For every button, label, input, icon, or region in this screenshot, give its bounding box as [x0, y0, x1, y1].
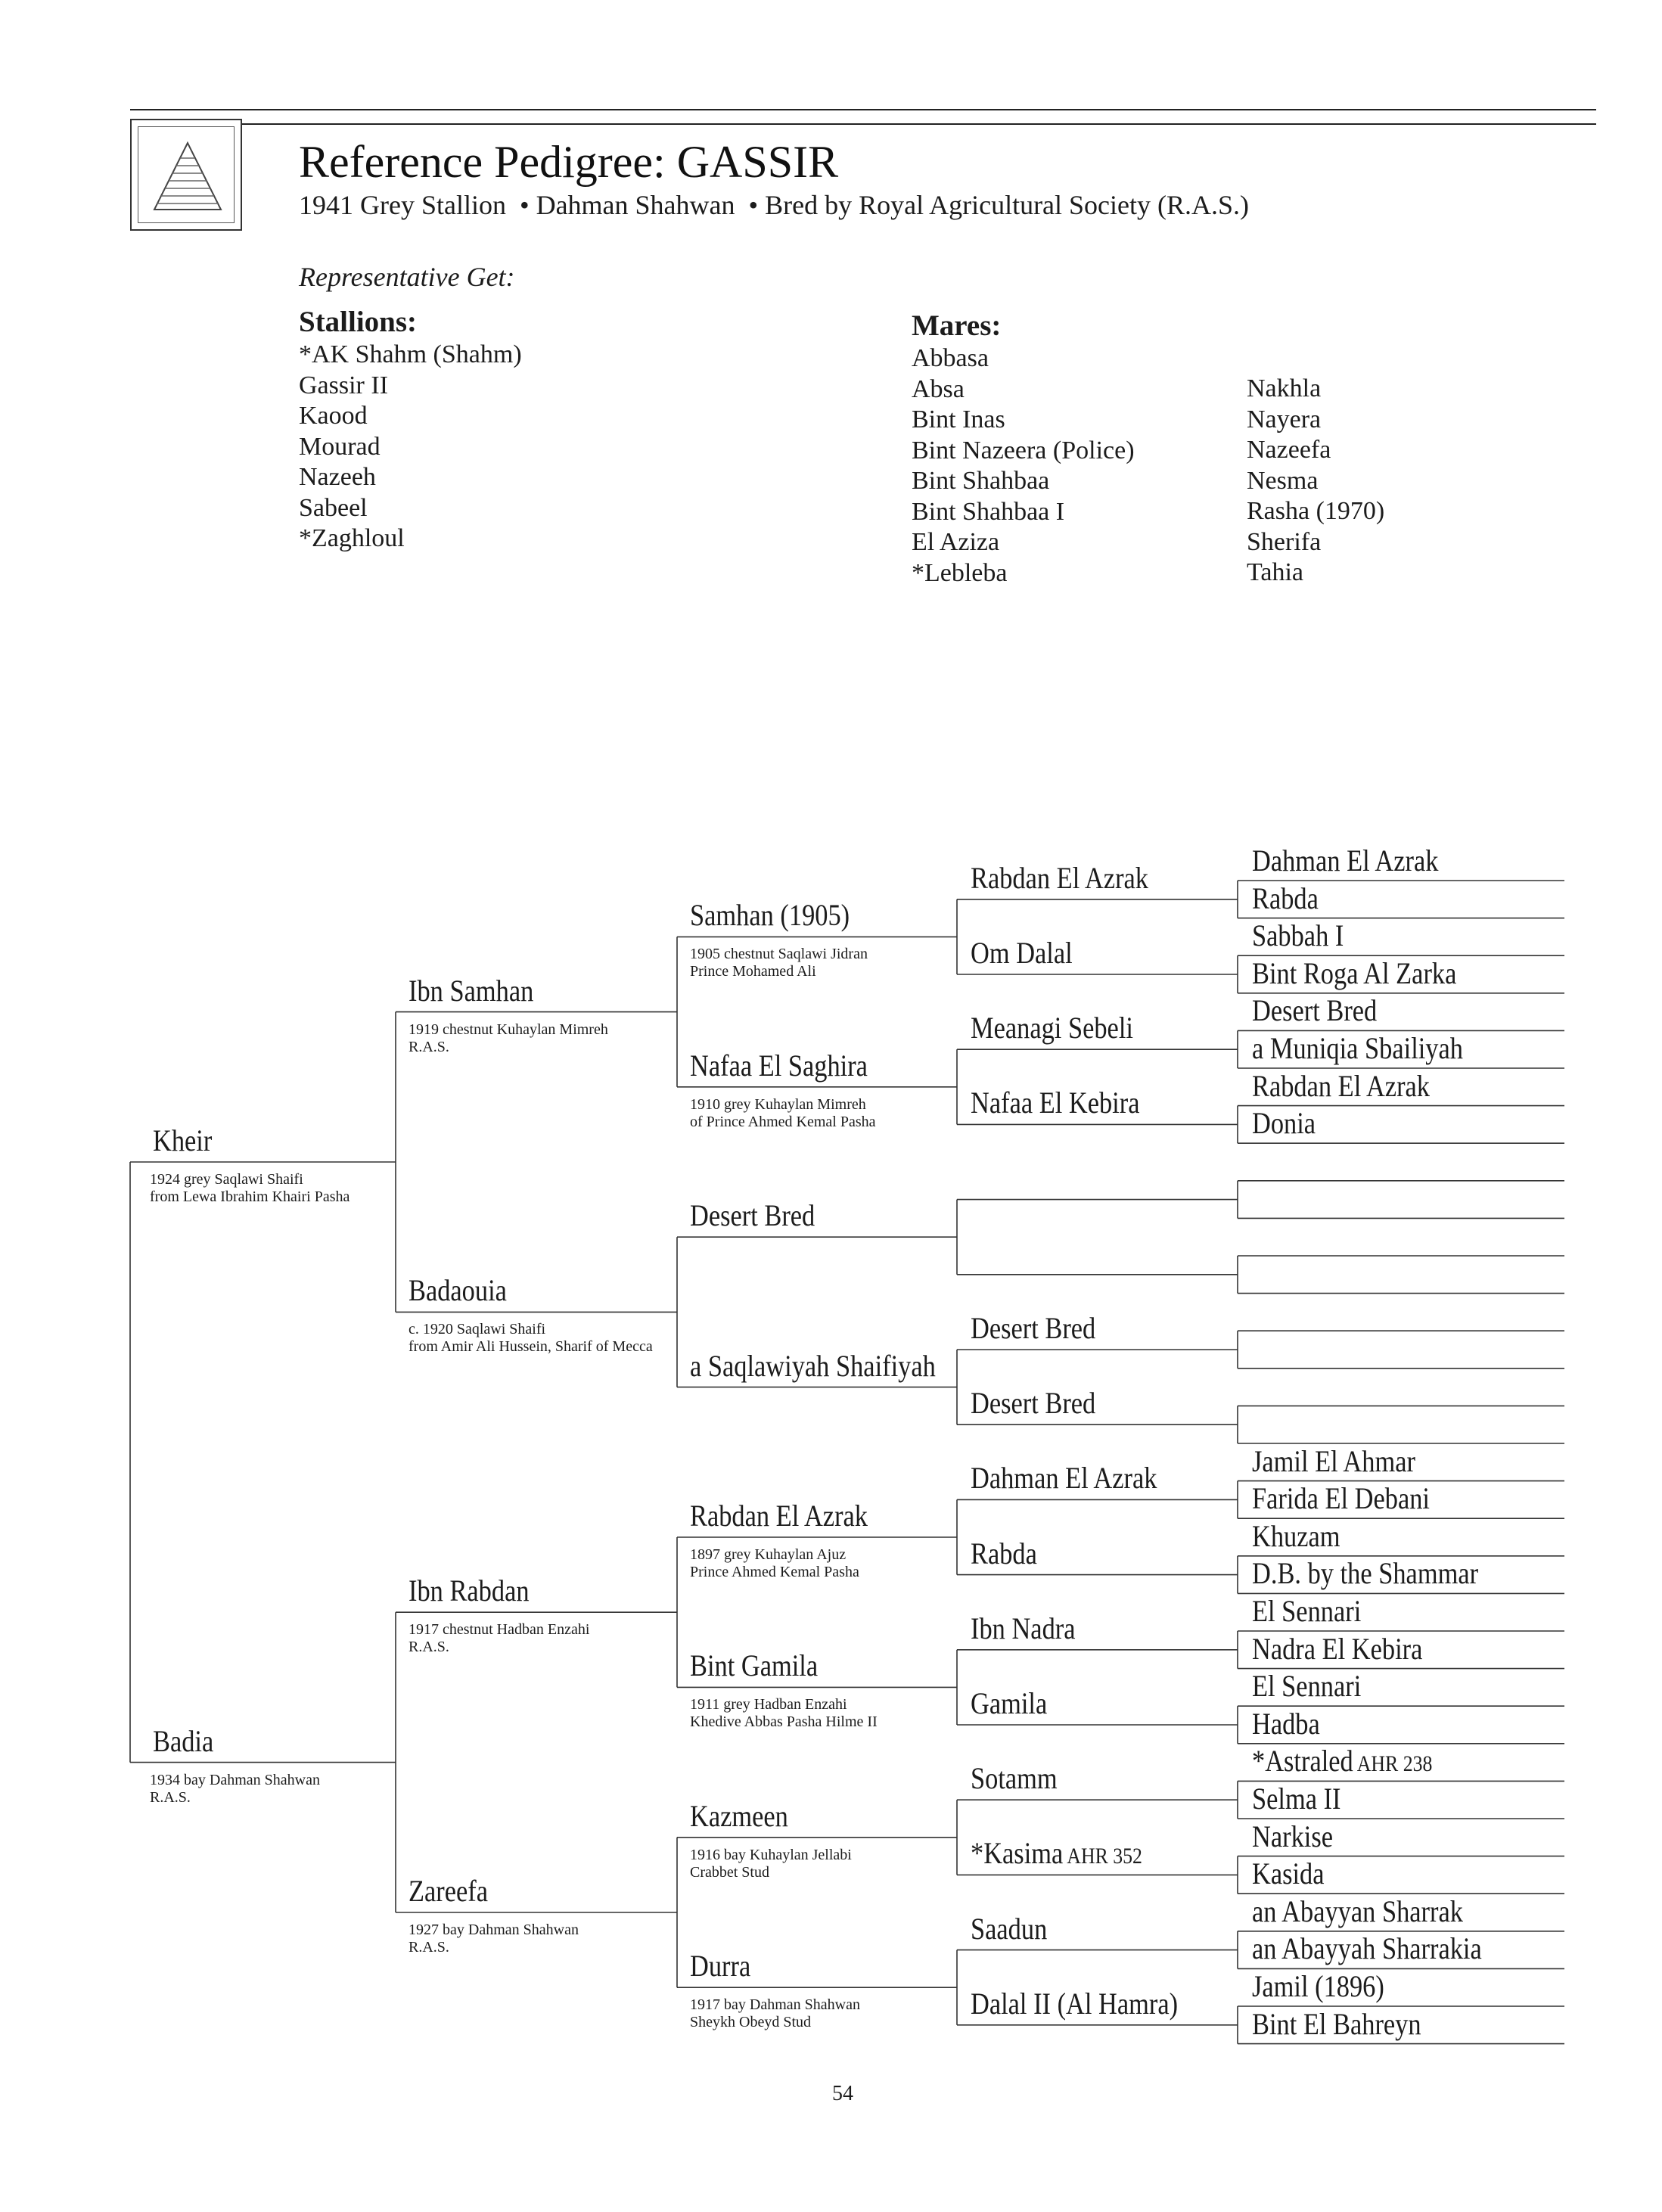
gen4-horse-name [971, 1085, 1139, 1121]
sire-name: Kheir [153, 1123, 213, 1157]
gen3-horse-info-line: Prince Ahmed Kemal Pasha [690, 1564, 859, 1580]
gen2-horse-info-line: R.A.S. [409, 1939, 449, 1956]
gen3-horse-name: Nafaa El Saghira [690, 1048, 868, 1083]
gen5-horse-name [1252, 2006, 1421, 2043]
gen5-horse-name [1252, 1068, 1430, 1104]
gen5-name-text: *Astraled [1252, 1744, 1353, 1779]
mare-list-item: Nayera [1247, 405, 1322, 433]
gen4-name-text: Sotamm [971, 1761, 1058, 1796]
gen4-name-text: Saadun [971, 1911, 1048, 1946]
gen5-horse-name [1252, 1743, 1432, 1779]
gen5-horse-name [1252, 1593, 1361, 1629]
gen3-horse-info-line: Sheykh Obeyd Stud [690, 2014, 811, 2031]
gen4-name-text: Gamila [971, 1686, 1048, 1720]
gen4-registry-number: AHR 352 [1063, 1844, 1142, 1869]
page-number: 54 [832, 2082, 853, 2105]
gen3-horse-name: Durra [690, 1949, 751, 1984]
gen4-horse-name [971, 1010, 1133, 1046]
dam-info-line: R.A.S. [150, 1788, 191, 1806]
gen4-name-text: Desert Bred [971, 1311, 1096, 1345]
gen5-name-text: Bint El Bahreyn [1252, 2006, 1421, 2041]
gen2-horse-name: Ibn Rabdan [409, 1574, 530, 1608]
gen5-horse-name [1252, 1030, 1463, 1067]
stallion-list-item: Gassir II [299, 371, 389, 399]
gen3-horse-info [690, 946, 868, 980]
mare-list-item: El Aziza [912, 528, 1000, 556]
gen4-horse-name [971, 1310, 1095, 1347]
gen5-horse-name [1252, 1480, 1430, 1517]
gen4-horse-name [971, 860, 1148, 896]
gen5-name-text: Donia [1252, 1106, 1316, 1141]
mare-list-item: Absa [912, 374, 965, 403]
gen4-horse-name [971, 1385, 1095, 1421]
mare-list-item: Bint Nazeera (Police) [912, 436, 1135, 464]
gen5-name-text: an Abayyah Sharrakia [1252, 1931, 1482, 1966]
gen4-horse-name [971, 1911, 1047, 1947]
gen3-horse-info [690, 1996, 860, 2031]
mare-list-item: Bint Shahbaa I [912, 497, 1065, 526]
gen4-horse-name [971, 1460, 1157, 1496]
gen4-horse-name [971, 1760, 1058, 1797]
mare-list-item: Sherifa [1247, 527, 1322, 556]
gen5-name-text: an Abayyan Sharrak [1252, 1894, 1463, 1928]
mare-list-item: Bint Shahbaa [912, 467, 1050, 495]
gen4-horse-name [971, 1685, 1047, 1722]
gen2-horse-name: Badaouia [409, 1273, 507, 1308]
stallions-label: Stallions: [299, 306, 418, 338]
gen4-horse-name [971, 935, 1073, 971]
gen2-horse-info [409, 1021, 608, 1056]
gen5-name-text: Sabbah I [1252, 918, 1344, 953]
gen2-horse-info-line: R.A.S. [409, 1639, 449, 1656]
gen2-horse-info-line: 1919 chestnut Kuhaylan Mimreh [409, 1021, 608, 1038]
dam-info [150, 1772, 320, 1807]
stallion-list-item: Mourad [299, 432, 381, 461]
sire-info [150, 1171, 349, 1206]
gen5-horse-name [1252, 993, 1377, 1029]
gen5-name-text: Jamil El Ahmar [1252, 1443, 1415, 1478]
gen3-horse-name: Kazmeen [690, 1798, 788, 1833]
gen3-horse-info-line: 1916 bay Kuhaylan Jellabi [690, 1846, 852, 1863]
gen5-name-text: Jamil (1896) [1252, 1969, 1384, 2003]
gen5-registry-number: AHR 238 [1353, 1751, 1433, 1777]
gen2-horse-info-line: from Amir Ali Hussein, Sharif of Mecca [409, 1338, 653, 1356]
gen3-horse-info-line: 1905 chestnut Saqlawi Jidran [690, 946, 868, 963]
mare-list-item: Tahia [1247, 558, 1304, 586]
gen4-name-text: Dahman El Azrak [971, 1461, 1157, 1496]
gen5-name-text: Selma II [1252, 1782, 1341, 1816]
dam-info-line: 1934 bay Dahman Shahwan [150, 1771, 320, 1788]
gen5-horse-name [1252, 1968, 1384, 2005]
gen3-horse-info [690, 1096, 876, 1131]
gen4-name-text: Rabdan El Azrak [971, 860, 1148, 895]
gen2-horse-info-line: c. 1920 Saqlawi Shaifi [409, 1321, 546, 1338]
gen4-horse-name [971, 1835, 1142, 1872]
gen5-name-text: El Sennari [1252, 1669, 1362, 1704]
gen5-name-text: Rabda [1252, 881, 1319, 915]
gen5-horse-name [1252, 1781, 1340, 1817]
gen4-name-text: Desert Bred [971, 1386, 1096, 1421]
stallion-list-item: *Zaghloul [299, 524, 405, 552]
stallion-list-item: Sabeel [299, 493, 368, 522]
gen4-horse-name [971, 1611, 1076, 1647]
gen5-name-text: Rabdan El Azrak [1252, 1068, 1430, 1103]
gen4-name-text: Ibn Nadra [971, 1611, 1076, 1645]
mare-list-item: Nesma [1247, 466, 1319, 495]
gen5-name-text: Bint Roga Al Zarka [1252, 955, 1457, 990]
gen4-name-text: Nafaa El Kebira [971, 1086, 1140, 1120]
gen5-name-text: a Muniqia Sbailiyah [1252, 1031, 1463, 1065]
mare-list-item: Nazeefa [1247, 436, 1331, 464]
gen5-name-text: Desert Bred [1252, 993, 1378, 1028]
gen2-horse-name: Ibn Samhan [409, 973, 534, 1008]
gen5-name-text: Nadra El Kebira [1252, 1631, 1423, 1666]
gen3-horse-name: Rabdan El Azrak [690, 1499, 868, 1533]
stallion-list-item: Kaood [299, 402, 368, 430]
gen2-horse-info-line: 1927 bay Dahman Shahwan [409, 1922, 579, 1938]
gen5-horse-name [1252, 881, 1319, 917]
gen2-horse-info-line: 1917 chestnut Hadban Enzahi [409, 1621, 590, 1639]
gen3-horse-info [690, 1696, 878, 1731]
gen5-name-text: Dahman El Azrak [1252, 843, 1439, 878]
gen3-horse-name: Samhan (1905) [690, 898, 850, 933]
gen5-name-text: Khuzam [1252, 1518, 1340, 1553]
gen5-horse-name [1252, 955, 1456, 992]
gen3-horse-info-line: Crabbet Stud [690, 1863, 769, 1881]
gen5-horse-name [1252, 1518, 1340, 1555]
gen5-horse-name [1252, 1668, 1361, 1704]
sire-info-line: from Lewa Ibrahim Khairi Pasha [150, 1188, 350, 1205]
stallion-list-item: Nazeeh [299, 463, 376, 491]
gen2-horse-info [409, 1922, 579, 1956]
gen3-horse-info-line: 1911 grey Hadban Enzahi [690, 1696, 847, 1713]
page-title: Reference Pedigree: GASSIR [299, 137, 839, 187]
gen3-horse-name: a Saqlawiyah Shaifiyah [690, 1348, 936, 1383]
gen3-horse-info-line: 1917 bay Dahman Shahwan [690, 1996, 860, 2014]
gen3-horse-name: Bint Gamila [690, 1648, 819, 1683]
gen3-horse-info-line: 1910 grey Kuhaylan Mimreh [690, 1095, 866, 1113]
gen5-name-text: Farida El Debani [1252, 1481, 1430, 1516]
gen5-horse-name [1252, 1819, 1333, 1855]
sire-info-line: 1924 grey Saqlawi Shaifi [150, 1171, 303, 1188]
gen2-horse-name: Zareefa [409, 1874, 489, 1908]
gen4-name-text: *Kasima [971, 1836, 1064, 1871]
mare-list-item: Rasha (1970) [1247, 497, 1385, 525]
gen2-horse-info [409, 1321, 653, 1356]
gen4-horse-name [971, 1986, 1178, 2022]
gen5-name-text: D.B. by the Shammar [1252, 1556, 1479, 1591]
gen5-horse-name [1252, 1443, 1415, 1480]
gen3-horse-info-line: of Prince Ahmed Kemal Pasha [690, 1113, 876, 1130]
gen3-horse-info-line: Prince Mohamed Ali [690, 963, 816, 980]
gen4-name-text: Rabda [971, 1536, 1037, 1570]
gen5-name-text: Narkise [1252, 1819, 1333, 1853]
gen4-name-text: Meanagi Sebeli [971, 1011, 1133, 1045]
gen3-horse-info [690, 1847, 852, 1881]
gen5-horse-name [1252, 1555, 1478, 1592]
mare-list-item: Abbasa [912, 344, 989, 372]
gen3-horse-info [690, 1546, 859, 1581]
gen5-horse-name [1252, 918, 1344, 954]
gen5-horse-name [1252, 1931, 1482, 1967]
gen2-horse-info-line: R.A.S. [409, 1038, 449, 1055]
gen5-name-text: Kasida [1252, 1856, 1325, 1891]
mare-list-item: *Lebleba [912, 558, 1008, 587]
gen5-name-text: Hadba [1252, 1706, 1320, 1741]
gen5-horse-name [1252, 1105, 1316, 1142]
gen4-name-text: Dalal II (Al Hamra) [971, 1986, 1179, 2021]
gen5-horse-name [1252, 1856, 1325, 1892]
gen2-horse-info [409, 1621, 589, 1656]
gen3-horse-info-line: 1897 grey Kuhaylan Ajuz [690, 1546, 847, 1563]
page-subtitle: 1941 Grey Stallion • Dahman Shahwan • Bred by Royal Agricultural Society (R.A.S.) [299, 190, 1250, 220]
gen5-horse-name [1252, 1706, 1320, 1742]
gen5-horse-name [1252, 1894, 1463, 1930]
gen5-name-text: El Sennari [1252, 1594, 1362, 1628]
gen4-name-text: Om Dalal [971, 936, 1073, 970]
mare-list-item: Bint Inas [912, 405, 1005, 433]
gen5-horse-name [1252, 1631, 1422, 1667]
gen5-horse-name [1252, 843, 1438, 879]
stallion-list-item: *AK Shahm (Shahm) [299, 340, 522, 368]
representative-get-label: Representative Get: [299, 262, 515, 292]
mare-list-item: Nakhla [1247, 374, 1322, 402]
gen4-horse-name [971, 1536, 1037, 1572]
gen3-horse-info-line: Khedive Abbas Pasha Hilme II [690, 1713, 878, 1731]
dam-name: Badia [153, 1723, 214, 1758]
gen3-horse-name: Desert Bred [690, 1198, 815, 1233]
mares-label: Mares: [912, 309, 1002, 342]
